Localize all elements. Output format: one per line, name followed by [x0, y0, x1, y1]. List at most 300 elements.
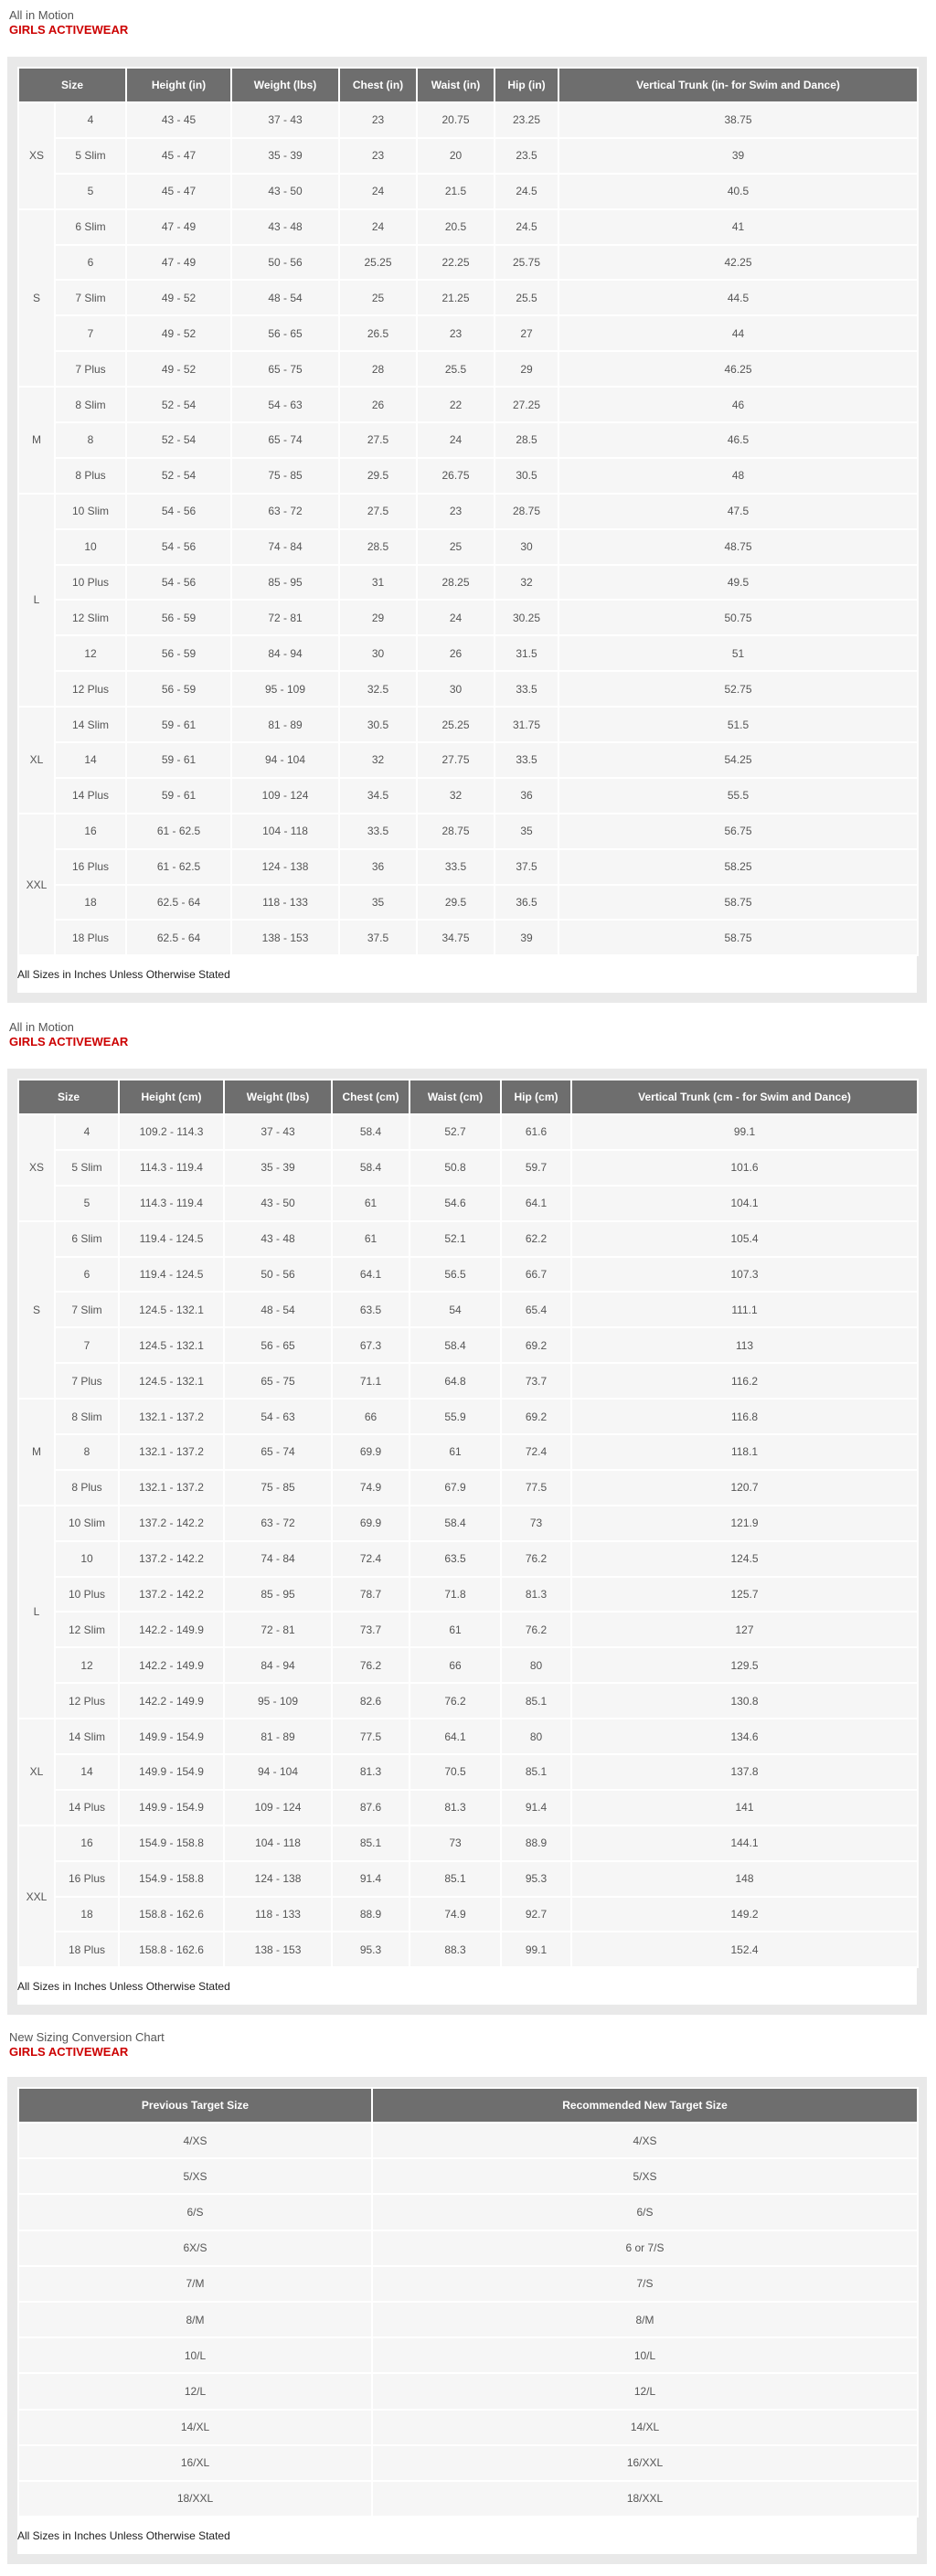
- size-group-label: XL: [18, 707, 55, 814]
- table-cell: 58.75: [558, 920, 918, 955]
- table-cell: 56.75: [558, 814, 918, 849]
- size-group-label: L: [18, 1506, 55, 1719]
- table-cell: 50.8: [410, 1150, 501, 1186]
- table-cell: 74.9: [410, 1897, 501, 1932]
- table-cell: 72.4: [501, 1434, 571, 1470]
- table-cell: 64.1: [332, 1257, 410, 1293]
- table-cell: 76.2: [501, 1612, 571, 1647]
- size-chart-centimeters: [7, 1069, 927, 2015]
- table-cell: 124.5 - 132.1: [119, 1292, 224, 1327]
- table-row: [18, 2266, 918, 2302]
- table-cell: 65 - 74: [231, 422, 339, 458]
- table-cell: 132.1 - 137.2: [119, 1434, 224, 1470]
- table-cell: 7: [55, 1327, 119, 1363]
- header-row: [18, 2088, 918, 2123]
- table-cell: 55.9: [410, 1399, 501, 1434]
- column-header: Previous Target Size: [18, 2088, 372, 2123]
- table-cell: 30: [417, 671, 495, 707]
- table-cell: 26: [417, 635, 495, 671]
- section-3-heading: [9, 2030, 165, 2060]
- table-cell: 74 - 84: [224, 1541, 332, 1577]
- table-cell: 59.7: [501, 1150, 571, 1186]
- table-cell: 69.9: [332, 1434, 410, 1470]
- table-cell: 141: [571, 1790, 918, 1826]
- table-cell: 85.1: [501, 1754, 571, 1790]
- table-row: [18, 1257, 918, 1293]
- table-cell: 10 Plus: [55, 1577, 119, 1613]
- table-cell: 6/S: [372, 2194, 918, 2230]
- table-cell: 32: [417, 778, 495, 814]
- table-cell: 37.5: [495, 849, 558, 885]
- table-cell: 25: [339, 280, 417, 315]
- size-group-label: XXL: [18, 1826, 55, 1968]
- table-cell: 7: [55, 315, 126, 351]
- table-cell: 31.5: [495, 635, 558, 671]
- table-cell: 65.4: [501, 1292, 571, 1327]
- table-cell: 5: [55, 174, 126, 209]
- brand-label: All in Motion: [9, 8, 74, 22]
- column-header: Chest (in): [339, 68, 417, 102]
- table-cell: 67.3: [332, 1327, 410, 1363]
- table-cell: 44: [558, 315, 918, 351]
- table-cell: 84 - 94: [231, 635, 339, 671]
- table-cell: 104 - 118: [224, 1826, 332, 1861]
- header-row: [18, 68, 918, 102]
- table-cell: 134.6: [571, 1719, 918, 1754]
- table-cell: 6: [55, 1257, 119, 1293]
- column-header: Waist (in): [417, 68, 495, 102]
- table-cell: 16 Plus: [55, 849, 126, 885]
- table-cell: 142.2 - 149.9: [119, 1647, 224, 1683]
- table-cell: 95.3: [332, 1932, 410, 1967]
- column-header: Height (cm): [119, 1080, 224, 1114]
- table-row: [18, 280, 918, 315]
- column-header: Hip (cm): [501, 1080, 571, 1114]
- table-cell: 14 Plus: [55, 778, 126, 814]
- table-cell: 7/M: [18, 2266, 372, 2302]
- table-cell: 5/XS: [372, 2158, 918, 2194]
- table-cell: 76.2: [501, 1541, 571, 1577]
- table-cell: 27.5: [339, 494, 417, 529]
- table-row: [18, 315, 918, 351]
- table-cell: 30: [339, 635, 417, 671]
- table-cell: 18: [55, 1897, 119, 1932]
- table-cell: 31.75: [495, 707, 558, 742]
- table-cell: 6 or 7/S: [372, 2230, 918, 2266]
- table-cell: 5 Slim: [55, 138, 126, 174]
- table-cell: 158.8 - 162.6: [119, 1897, 224, 1932]
- table-cell: 25.25: [417, 707, 495, 742]
- table-cell: 62.5 - 64: [126, 920, 231, 955]
- size-group-label: M: [18, 387, 55, 494]
- table-row: [18, 1647, 918, 1683]
- table-cell: 81.3: [332, 1754, 410, 1790]
- table-cell: 137.2 - 142.2: [119, 1541, 224, 1577]
- table-cell: 85 - 95: [231, 565, 339, 601]
- table-cell: 65 - 75: [231, 351, 339, 387]
- table-cell: 132.1 - 137.2: [119, 1399, 224, 1434]
- table-cell: 85.1: [501, 1683, 571, 1719]
- table-cell: 16: [55, 814, 126, 849]
- table-cell: 33.5: [417, 849, 495, 885]
- table-cell: 22.25: [417, 245, 495, 281]
- table-cell: 20.75: [417, 102, 495, 138]
- table-cell: 24: [417, 600, 495, 635]
- table-cell: 18 Plus: [55, 920, 126, 955]
- table-cell: 154.9 - 158.8: [119, 1826, 224, 1861]
- table-cell: 54: [410, 1292, 501, 1327]
- table-row: [18, 1114, 918, 1150]
- table-cell: 80: [501, 1719, 571, 1754]
- table-cell: 72 - 81: [224, 1612, 332, 1647]
- table-cell: 12 Plus: [55, 671, 126, 707]
- table-cell: 43 - 45: [126, 102, 231, 138]
- column-header: Weight (lbs): [231, 68, 339, 102]
- table-cell: 62.2: [501, 1221, 571, 1257]
- table-cell: 14/XL: [372, 2410, 918, 2445]
- table-cell: 10/L: [372, 2337, 918, 2373]
- table-cell: 23: [339, 138, 417, 174]
- table-row: [18, 1186, 918, 1221]
- table-cell: 8 Slim: [55, 1399, 119, 1434]
- table-cell: 14: [55, 1754, 119, 1790]
- table-row: [18, 885, 918, 921]
- table-cell: 59 - 61: [126, 778, 231, 814]
- table-cell: 26.5: [339, 315, 417, 351]
- table-cell: 37.5: [339, 920, 417, 955]
- table-cell: 51: [558, 635, 918, 671]
- table-cell: 124.5 - 132.1: [119, 1327, 224, 1363]
- table-cell: 8 Plus: [55, 458, 126, 494]
- table-cell: 36: [495, 778, 558, 814]
- table-cell: 8/M: [372, 2302, 918, 2337]
- table-row: [18, 1790, 918, 1826]
- size-chart-inches: [7, 57, 927, 1003]
- table-row: [18, 1932, 918, 1967]
- table-cell: 29.5: [417, 885, 495, 921]
- table-cell: 61 - 62.5: [126, 814, 231, 849]
- table-cell: 23: [339, 102, 417, 138]
- table-cell: 63 - 72: [231, 494, 339, 529]
- table-cell: 23.5: [495, 138, 558, 174]
- table-cell: 95 - 109: [231, 671, 339, 707]
- table-row: [18, 1434, 918, 1470]
- table-cell: 29: [339, 600, 417, 635]
- table-cell: 56 - 65: [231, 315, 339, 351]
- table-cell: 54.25: [558, 742, 918, 778]
- table-cell: 12 Plus: [55, 1683, 119, 1719]
- table-cell: 58.4: [332, 1114, 410, 1150]
- table-cell: 33.5: [339, 814, 417, 849]
- table-cell: 74.9: [332, 1470, 410, 1506]
- table-cell: 4/XS: [372, 2123, 918, 2158]
- table-row: [18, 1327, 918, 1363]
- table-cell: 40.5: [558, 174, 918, 209]
- size-group-label: L: [18, 494, 55, 707]
- table-cell: 5/XS: [18, 2158, 372, 2194]
- table-row: [18, 707, 918, 742]
- table-cell: 10 Plus: [55, 565, 126, 601]
- table-cell: 116.8: [571, 1399, 918, 1434]
- table-cell: 118 - 133: [224, 1897, 332, 1932]
- table-cell: 45 - 47: [126, 138, 231, 174]
- table-cell: 130.8: [571, 1683, 918, 1719]
- table-cell: 34.75: [417, 920, 495, 955]
- table-cell: 69.9: [332, 1506, 410, 1541]
- table-row: [18, 2158, 918, 2194]
- size-table: [17, 67, 919, 956]
- table-cell: 25.5: [495, 280, 558, 315]
- table-cell: 56 - 65: [224, 1327, 332, 1363]
- table-cell: 43 - 48: [224, 1221, 332, 1257]
- table-cell: 58.4: [410, 1327, 501, 1363]
- table-cell: 8: [55, 422, 126, 458]
- table-cell: 55.5: [558, 778, 918, 814]
- category-title: GIRLS ACTIVEWEAR: [9, 2045, 129, 2059]
- table-cell: 30.5: [495, 458, 558, 494]
- table-cell: 8: [55, 1434, 119, 1470]
- table-row: [18, 2337, 918, 2373]
- table-cell: 65 - 74: [224, 1434, 332, 1470]
- table-row: [18, 635, 918, 671]
- size-group-label: M: [18, 1399, 55, 1506]
- table-cell: 124 - 138: [231, 849, 339, 885]
- table-cell: 64.1: [501, 1186, 571, 1221]
- table-cell: 7 Slim: [55, 1292, 119, 1327]
- table-cell: 138 - 153: [224, 1932, 332, 1967]
- table-cell: 54 - 56: [126, 565, 231, 601]
- table-row: [18, 1150, 918, 1186]
- table-cell: 25.25: [339, 245, 417, 281]
- category-title: GIRLS ACTIVEWEAR: [9, 1035, 129, 1048]
- size-group-label: XXL: [18, 814, 55, 956]
- table-cell: 12/L: [18, 2373, 372, 2409]
- header-row: [18, 1080, 918, 1114]
- table-cell: 10: [55, 1541, 119, 1577]
- table-cell: 82.6: [332, 1683, 410, 1719]
- table-cell: 78.7: [332, 1577, 410, 1613]
- table-row: [18, 2123, 918, 2158]
- footnote: All Sizes in Inches Unless Otherwise Stated: [17, 1968, 917, 2005]
- table-cell: 4/XS: [18, 2123, 372, 2158]
- table-cell: 54 - 63: [224, 1399, 332, 1434]
- table-cell: 27.5: [339, 422, 417, 458]
- table-row: [18, 2373, 918, 2409]
- size-group-label: XS: [18, 102, 55, 209]
- table-cell: 94 - 104: [231, 742, 339, 778]
- table-cell: 62.5 - 64: [126, 885, 231, 921]
- size-group-label: XL: [18, 1719, 55, 1826]
- table-cell: 125.7: [571, 1577, 918, 1613]
- table-cell: 99.1: [571, 1114, 918, 1150]
- table-cell: 21.25: [417, 280, 495, 315]
- table-cell: 28.75: [417, 814, 495, 849]
- table-cell: 41: [558, 209, 918, 245]
- table-cell: 4: [55, 102, 126, 138]
- table-row: [18, 920, 918, 955]
- table-cell: 48 - 54: [224, 1292, 332, 1327]
- table-cell: 74 - 84: [231, 529, 339, 565]
- table-cell: 18 Plus: [55, 1932, 119, 1967]
- table-row: [18, 1826, 918, 1861]
- table-cell: 113: [571, 1327, 918, 1363]
- table-cell: 158.8 - 162.6: [119, 1932, 224, 1967]
- table-cell: 54 - 63: [231, 387, 339, 422]
- table-row: [18, 494, 918, 529]
- table-cell: 25: [417, 529, 495, 565]
- table-cell: 25.75: [495, 245, 558, 281]
- table-cell: 27.25: [495, 387, 558, 422]
- table-cell: 49 - 52: [126, 351, 231, 387]
- table-cell: 64.8: [410, 1363, 501, 1399]
- table-cell: 95 - 109: [224, 1683, 332, 1719]
- table-cell: 101.6: [571, 1150, 918, 1186]
- table-cell: 154.9 - 158.8: [119, 1861, 224, 1897]
- table-cell: 47 - 49: [126, 209, 231, 245]
- table-cell: 7/S: [372, 2266, 918, 2302]
- table-cell: 61: [410, 1612, 501, 1647]
- table-cell: 58.25: [558, 849, 918, 885]
- column-header: Recommended New Target Size: [372, 2088, 918, 2123]
- table-cell: 8 Slim: [55, 387, 126, 422]
- table-cell: 85.1: [410, 1861, 501, 1897]
- table-cell: 109.2 - 114.3: [119, 1114, 224, 1150]
- table-cell: 142.2 - 149.9: [119, 1612, 224, 1647]
- column-header: Chest (cm): [332, 1080, 410, 1114]
- table-cell: 149.9 - 154.9: [119, 1790, 224, 1826]
- table-cell: 111.1: [571, 1292, 918, 1327]
- table-cell: 50.75: [558, 600, 918, 635]
- table-cell: 92.7: [501, 1897, 571, 1932]
- table-cell: 149.2: [571, 1897, 918, 1932]
- table-cell: 73.7: [501, 1363, 571, 1399]
- table-cell: 70.5: [410, 1754, 501, 1790]
- table-cell: 51.5: [558, 707, 918, 742]
- table-cell: 10/L: [18, 2337, 372, 2373]
- table-row: [18, 2445, 918, 2481]
- table-cell: 16/XL: [18, 2445, 372, 2481]
- table-cell: 24.5: [495, 174, 558, 209]
- table-cell: 39: [558, 138, 918, 174]
- table-cell: 54 - 56: [126, 529, 231, 565]
- table-row: [18, 2194, 918, 2230]
- table-cell: 129.5: [571, 1647, 918, 1683]
- table-cell: 64.1: [410, 1719, 501, 1754]
- table-cell: 77.5: [501, 1470, 571, 1506]
- table-cell: 50 - 56: [231, 245, 339, 281]
- table-cell: 23: [417, 494, 495, 529]
- table-cell: 16 Plus: [55, 1861, 119, 1897]
- footnote: All Sizes in Inches Unless Otherwise Stated: [17, 2517, 917, 2554]
- table-cell: 35: [495, 814, 558, 849]
- table-row: [18, 138, 918, 174]
- table-cell: 61: [410, 1434, 501, 1470]
- table-cell: 54 - 56: [126, 494, 231, 529]
- table-cell: 24: [339, 209, 417, 245]
- table-cell: 149.9 - 154.9: [119, 1719, 224, 1754]
- table-cell: 76.2: [332, 1647, 410, 1683]
- table-cell: 63 - 72: [224, 1506, 332, 1541]
- table-row: [18, 209, 918, 245]
- table-cell: 14 Slim: [55, 707, 126, 742]
- table-cell: 56 - 59: [126, 600, 231, 635]
- table-cell: 14/XL: [18, 2410, 372, 2445]
- table-cell: 36.5: [495, 885, 558, 921]
- table-cell: 30.5: [339, 707, 417, 742]
- table-row: [18, 102, 918, 138]
- table-cell: 85 - 95: [224, 1577, 332, 1613]
- table-row: [18, 351, 918, 387]
- table-cell: 69.2: [501, 1327, 571, 1363]
- table-row: [18, 565, 918, 601]
- table-cell: 61: [332, 1186, 410, 1221]
- table-cell: 59 - 61: [126, 742, 231, 778]
- table-cell: 16: [55, 1826, 119, 1861]
- table-cell: 28.5: [339, 529, 417, 565]
- table-cell: 21.5: [417, 174, 495, 209]
- table-cell: 59 - 61: [126, 707, 231, 742]
- table-cell: 48.75: [558, 529, 918, 565]
- section-2-heading: [9, 1020, 128, 1049]
- table-cell: 105.4: [571, 1221, 918, 1257]
- table-cell: 28.5: [495, 422, 558, 458]
- table-cell: 75 - 85: [224, 1470, 332, 1506]
- table-row: [18, 1399, 918, 1434]
- table-cell: 33.5: [495, 742, 558, 778]
- table-cell: 95.3: [501, 1861, 571, 1897]
- table-cell: 12: [55, 1647, 119, 1683]
- table-cell: 88.9: [501, 1826, 571, 1861]
- table-cell: 118.1: [571, 1434, 918, 1470]
- table-row: [18, 2410, 918, 2445]
- table-cell: 67.9: [410, 1470, 501, 1506]
- table-cell: 61.6: [501, 1114, 571, 1150]
- table-cell: 72.4: [332, 1541, 410, 1577]
- column-header: Vertical Trunk (cm - for Swim and Dance): [571, 1080, 918, 1114]
- table-cell: 49.5: [558, 565, 918, 601]
- table-cell: 47 - 49: [126, 245, 231, 281]
- table-cell: 94 - 104: [224, 1754, 332, 1790]
- table-cell: 119.4 - 124.5: [119, 1257, 224, 1293]
- size-table: [17, 1079, 919, 1968]
- table-cell: 80: [501, 1647, 571, 1683]
- table-cell: 33.5: [495, 671, 558, 707]
- table-row: [18, 174, 918, 209]
- table-cell: 66: [410, 1647, 501, 1683]
- table-cell: 49 - 52: [126, 315, 231, 351]
- table-cell: 88.9: [332, 1897, 410, 1932]
- table-cell: 104 - 118: [231, 814, 339, 849]
- conversion-table: [17, 2087, 919, 2517]
- column-header: Hip (in): [495, 68, 558, 102]
- table-row: [18, 1612, 918, 1647]
- column-header: Weight (lbs): [224, 1080, 332, 1114]
- table-cell: 23.25: [495, 102, 558, 138]
- table-cell: 91.4: [501, 1790, 571, 1826]
- table-cell: 144.1: [571, 1826, 918, 1861]
- table-cell: 43 - 50: [224, 1186, 332, 1221]
- table-cell: 7 Slim: [55, 280, 126, 315]
- table-cell: 61 - 62.5: [126, 849, 231, 885]
- table-cell: 58.4: [410, 1506, 501, 1541]
- table-cell: 81.3: [410, 1790, 501, 1826]
- table-cell: 43 - 50: [231, 174, 339, 209]
- table-cell: 18/XXL: [18, 2481, 372, 2517]
- table-row: [18, 1363, 918, 1399]
- table-row: [18, 387, 918, 422]
- table-cell: 50 - 56: [224, 1257, 332, 1293]
- table-cell: 14 Plus: [55, 1790, 119, 1826]
